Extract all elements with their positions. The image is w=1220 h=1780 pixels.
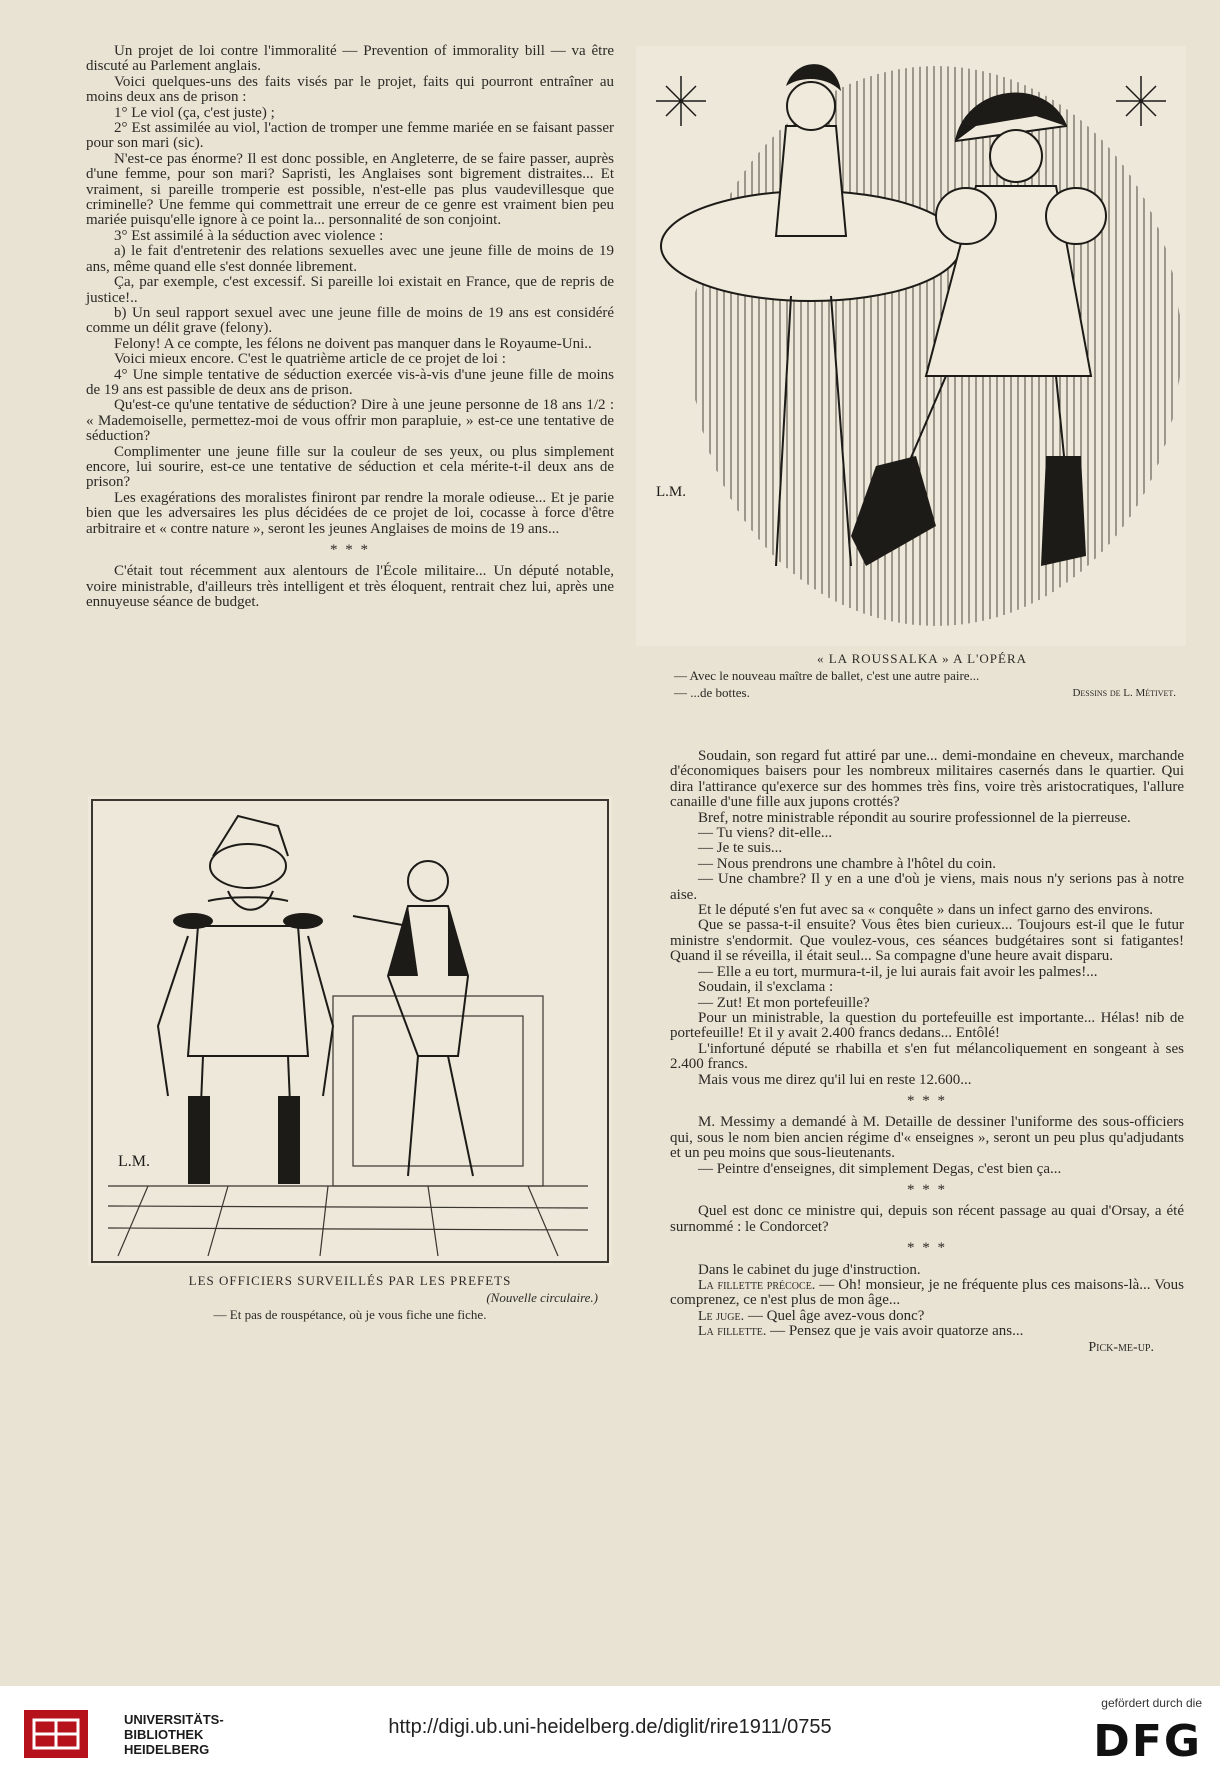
dialogue-line [670,1278,1184,1309]
paragraph: C'était tout récemment aux alentours de l'École militaire... Un député notable, voire ministrable, d'ailleurs très intelligent et très éloquent, rentrait chez lui, après une ennuyeuse séance de budget. [86,563,614,611]
paragraph: Bref, notre ministrable répondit au sourire professionnel de la pierreuse. [698,809,1131,826]
dialogue-text: — Oh! monsieur, je ne fréquente plus ces maisons-là... Vous comprenez, ce n'est plus de mon âge... [670,1277,1184,1309]
paragraph: M. Messimy a demandé à M. Detaille de dessiner l'uniforme des sous-officiers qui, sous le nom bien ancien régime d'« enseignes », seront un peu plus qu'adjudants et un peu moins que sous-lieutenants. [670,1114,1184,1162]
paragraph: N'est-ce pas énorme? Il est donc possible, en Angleterre, de se faire passer, auprès d'une femme, pour son mari? Sapristi, les Anglaises sont bigrement distraites... Et vraiment, si pareille tromperie est possible, n'est-elle pas plus vaudevillesque que criminelle? Une femme qui commettrait une erreur de ce genre est vraiment bien peu mariée puisqu'elle ignore à ce point la... personnalité de son conjoint. [86,150,614,229]
article-signature [670,1340,1184,1355]
library-name-line: UNIVERSITÄTS- [124,1712,224,1727]
dialogue-text: — Pensez que je vais avoir quatorze ans... [766,1323,1024,1340]
caption-roussalka [668,650,1176,702]
caption-dialogue-2: — ...de bottes. [674,685,750,700]
caption-title: LES OFFICIERS SURVEILLÉS PAR LES PREFETS [188,1273,512,1288]
dialogue-line [670,1309,1184,1324]
paragraph: Mais vous me direz qu'il lui en reste 12.600... [698,1071,972,1088]
paragraph: L'infortuné député se rhabilla et s'en fut mélancoliquement en songeant à ses 2.400 francs. [670,1040,1184,1073]
paragraph: b) Un seul rapport sexuel avec une jeune fille de moins de 19 ans est considéré comme un délit grave (felony). [86,304,614,337]
paragraph: Soudain, son regard fut attiré par une... demi-mondaine en cheveux, marchande d'économiques baisers pour les nombreux militaires casernés dans le quartier. Qui dira l'attirance qu'exerce sur des hommes très fins, voire très aristocratiques, l'allure canaille d'une fille aux jupons crottés? [670,748,1184,811]
paragraph: — Elle a eu tort, murmura-t-il, je lui aurais fait avoir les palmes!... [698,963,1098,980]
paragraph: Qu'est-ce qu'une tentative de séduction? Dire à une jeune personne de 18 ans 1/2 : « Mademoiselle, permettez-moi de vous offrir mon parapluie, » est-ce une tentative de séduction? [86,397,614,445]
funded-by-label: gefördert durch die [1101,1696,1202,1710]
caption-dialogue-1: — Avec le nouveau maître de ballet, c'est une autre paire... [674,668,980,683]
paragraph: Voici quelques-uns des faits visés par le projet, faits qui pourront entraîner au moins deux ans de prison : [86,73,614,106]
footer-bar [0,1686,1220,1780]
paragraph: 4° Une simple tentative de séduction exercée vis-à-vis d'une jeune fille de moins de 19 ans est passible de deux ans de prison. [86,366,614,398]
section-separator: * * * [330,542,370,558]
dialogue-line [670,1324,1184,1339]
paragraph: Voici mieux encore. C'est le quatrième article de ce projet de loi : [114,351,506,368]
paragraph: 3° Est assimilé à la séduction avec violence : [114,227,384,244]
paragraph: — Je te suis... [698,840,783,857]
paragraph: a) le fait d'entretenir des relations sexuelles avec une jeune fille de moins de 19 ans, même quand elle s'est donnée librement. [86,243,614,275]
paragraph: Ça, par exemple, c'est excessif. Si pareille loi existait en France, que de repris de justice!.. [86,274,614,306]
permalink [0,1716,1220,1739]
library-name-line: BIBLIOTHEK [124,1727,204,1742]
illustration-officers [88,796,612,1266]
paragraph: Dans le cabinet du juge d'instruction. [698,1261,921,1278]
paragraph: Que se passa-t-il ensuite? Vous êtes bien curieux... Toujours est-il que le futur ministre s'endormit. Que voulez-vous, ces séances budgétaires sont si fatigantes! Quand il se réveilla, il était seul... Sa compagne d'une heure avait disparu. [670,917,1184,965]
paragraph: — Zut! Et mon portefeuille? [698,994,870,1011]
illustration-roussalka [636,46,1186,646]
illustration-signature: L.M. [118,1153,150,1170]
paragraph: Complimenter une jeune fille sur la couleur de ses yeux, ou plus simplement encore, lui sourire, est-ce une tentative de séduction et cela mérite-t-il deux ans de prison? [86,443,614,491]
dialogue-text: — Quel âge avez-vous donc? [744,1307,925,1324]
paragraph: — Tu viens? dit-elle... [698,825,833,842]
illustration-credit: Dessins de L. Métivet. [1072,687,1176,699]
paragraph: Les exagérations des moralistes finiront par rendre la morale odieuse... Et je parie bien que les adversaires les plus décidées de ce projet de loi, cocasse à force d'être arbitraire et « contre nature », seront les jeunes Anglaises de moins de 19 ans... [86,489,614,537]
caption-officers [88,1272,612,1323]
paragraph: Et le député s'en fut avec sa « conquête » dans un infect garno des environs. [698,902,1154,919]
paragraph: Felony! A ce compte, les félons ne doivent pas manquer dans le Royaume-Uni.. [114,335,592,352]
paragraph: Un projet de loi contre l'immoralité — Prevention of immorality bill — va être discuté au Parlement anglais. [86,43,614,75]
paragraph: Soudain, il s'exclama : [698,979,834,996]
speaker: La fillette précoce. [698,1278,816,1293]
speaker: Le juge. [698,1308,745,1324]
dfg-logo: DFG [1093,1716,1202,1767]
paragraph: — Une chambre? Il y en a une d'où je viens, mais nous n'y serions pas à notre aise. [670,871,1184,903]
section-separator: * * * [907,1181,947,1198]
left-column [86,44,614,611]
paragraph: 2° Est assimilée au viol, l'action de tromper une femme mariée en se faisant passer pour son mari (sic). [86,120,614,152]
illustration-signature: L.M. [656,484,686,500]
section-separator: * * * [907,1240,947,1257]
paragraph: — Peintre d'enseignes, dit simplement Degas, c'est bien ça... [698,1160,1062,1177]
section-separator: * * * [907,1092,947,1109]
permalink-link[interactable]: http://digi.ub.uni-heidelberg.de/diglit/rire1911/0755 [388,1716,832,1738]
paragraph: Pour un ministrable, la question du portefeuille est importante... Hélas! nib de portefeuille! Et il y avait 2.400 francs dedans... Entôlé! [670,1009,1184,1042]
speaker: La fillette. [698,1324,767,1340]
caption-dialogue: — Et pas de rouspétance, où je vous fiche une fiche. [213,1307,487,1322]
caption-source: (Nouvelle circulaire.) [486,1290,598,1305]
right-column [670,749,1184,1355]
paragraph: Quel est donc ce ministre qui, depuis son récent passage au quai d'Orsay, a été surnommé : le Condorcet? [670,1203,1184,1235]
caption-title: « LA ROUSSALKA » A L'OPÉRA [816,651,1027,666]
signature-text: Pick-me-up. [1088,1339,1154,1355]
paragraph: 1° Le viol (ça, c'est juste) ; [114,104,275,121]
library-name-line: HEIDELBERG [124,1742,210,1757]
paragraph: — Nous prendrons une chambre à l'hôtel du coin. [698,855,997,872]
